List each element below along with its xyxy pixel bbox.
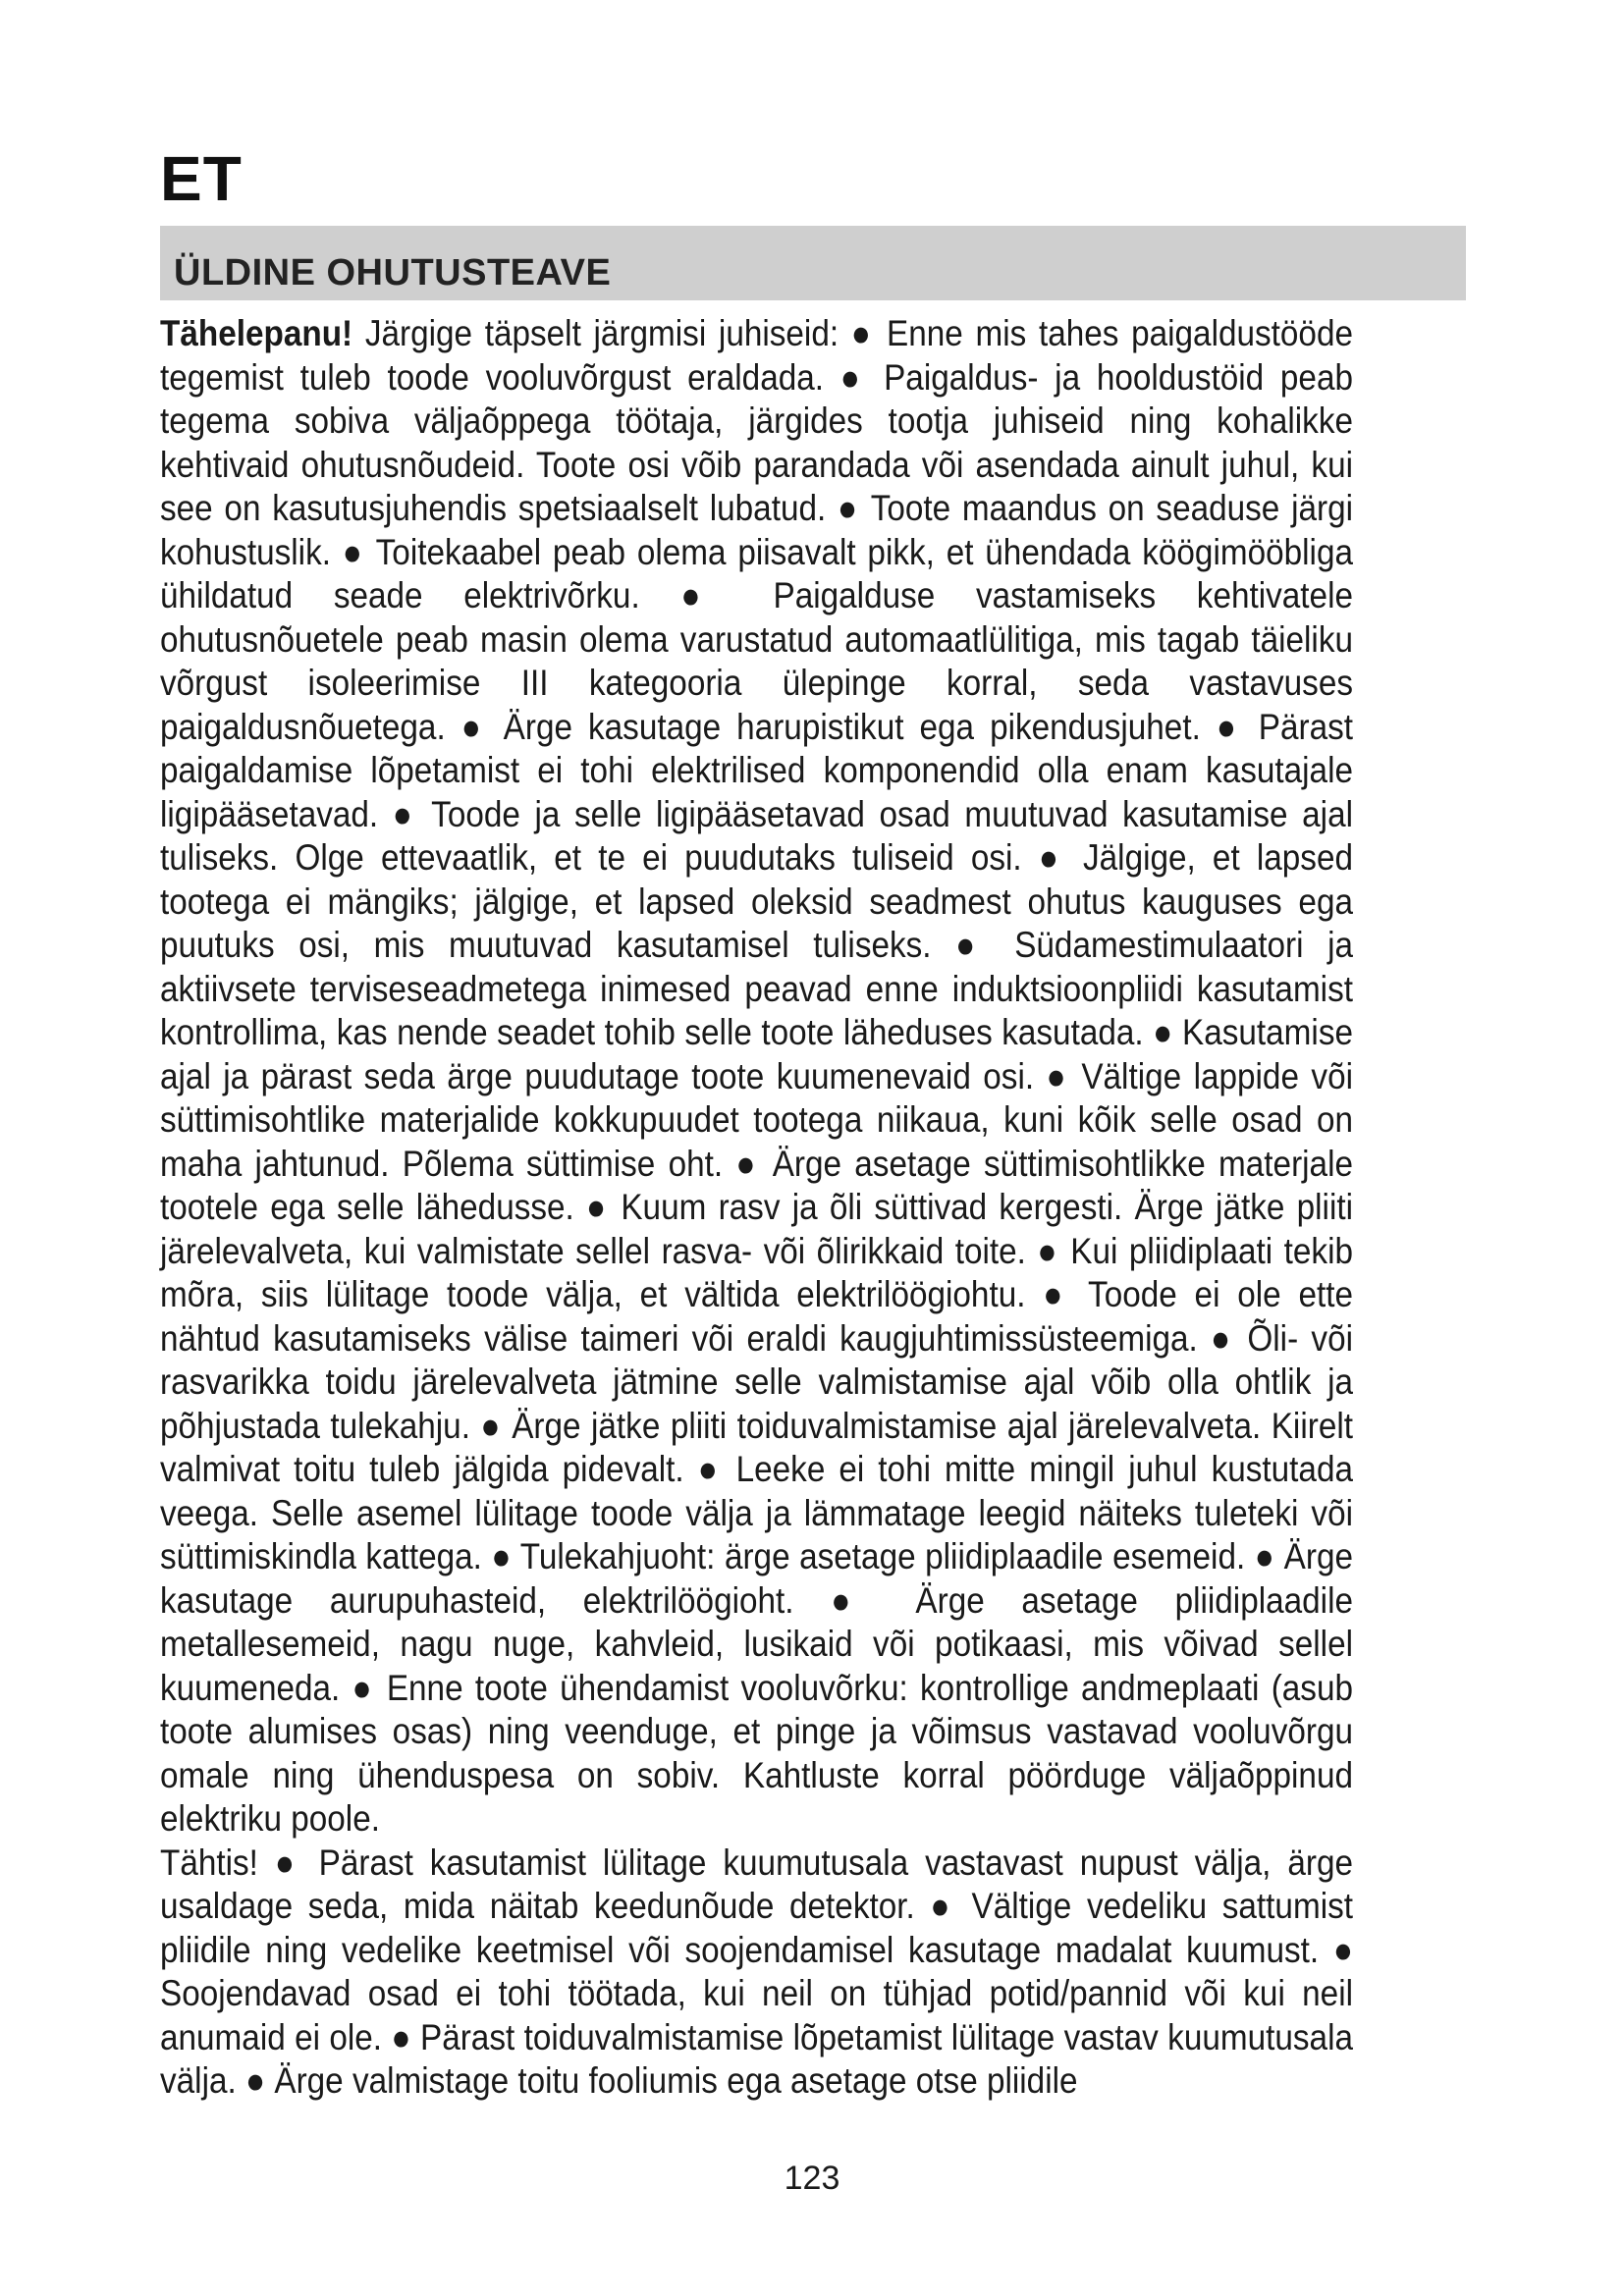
- safety-text-body: [160, 312, 1353, 2104]
- language-code: ET: [160, 143, 243, 214]
- safety-paragraph-1: [160, 312, 1353, 1842]
- section-title: ÜLDINE OHUTUSTEAVE: [174, 252, 612, 294]
- page-number: 123: [784, 2160, 840, 2197]
- safety-paragraph-1-text: Järgige täpselt järgmisi juhiseid: ● Enne mis tahes paigaldustööde tegemist tuleb toode vooluvõrgust eraldada. ● Paigaldus- ja hooldustöid peab tegema sobiva väljaõppega töötaja, järgides tootja juhiseid ning kohalikke kehtivaid ohutusnõudeid. Toote osi võib parandada või asendada ainult juhul, kui see on kasutusjuhendis spetsiaalselt lubatud. ● Toote maandus on seaduse järgi kohustuslik. ● Toitekaabel peab olema piisavalt pikk, et ühendada köögimööbliga ühildatud seade elektrivõrku. ● Paigalduse vastamiseks kehtivatele ohutusnõuetele peab masin olema varustatud automaatlülitiga, mis tagab täieliku võrgust isoleerimise III kategooria ülepinge korral, seda vastavuses paigaldusnõuetega. ● Ärge kasutage harupistikut ega pikendusjuhet. ● Pärast paigaldamise lõpetamist ei tohi elektrilised komponendid olla enam kasutajale ligipääsetavad. ● Toode ja selle ligipääsetavad osad muutuvad kasutamise ajal tuliseks. Olge ettevaatlik, et te ei puudutaks tuliseid osi. ● Jälgige, et lapsed tootega ei mängiks; jälgige, et lapsed oleksid seadmest ohutus kauguses ega puutuks osi, mis muutuvad kasutamisel tuliseks. ● Südamestimulaatori ja aktiivsete terviseseadmetega inimesed peavad enne induktsioonpliidi kasutamist kontrollima, kas nende seadet tohib selle toote läheduses kasutada. ● Kasutamise ajal ja pärast seda ärge puudutage toote kuumenevaid osi. ● Vältige lappide või süttimisohtlike materjalide kokkupuudet tootega niikaua, kuni kõik selle osad on maha jahtunud. Põlema süttimise oht. ● Ärge asetage süttimisohtlikke materjale tootele ega selle lähedusse. ● Kuum rasv ja õli süttivad kergesti. Ärge jätke pliiti järelevalveta, kui valmistate sellel rasva- või õlirikkaid toite. ● Kui pliidiplaati tekib mõra, siis lülitage toode välja, et vältida elektrilöögiohtu. ● Toode ei ole ette nähtud kasutamiseks välise taimeri või eraldi kaugjuhtimissüsteemiga. ● Õli- või rasvarikka toidu järelevalveta jätmine selle valmistamise ajal võib olla ohtlik ja põhjustada tulekahju. ● Ärge jätke pliiti toiduvalmistamise ajal järelevalveta. Kiirelt valmivat toitu tuleb jälgida pidevalt. ● Leeke ei tohi mitte mingil juhul kustutada veega. Selle asemel lülitage toode välja ja lämmatage leegid näiteks tuleteki või süttimiskindla kattega. ● Tulekahjuoht: ärge asetage pliidiplaadile esemeid. ● Ärge kasutage aurupuhasteid, elektrilöögioht. ● Ärge asetage pliidiplaadile metallesemeid, nagu nuge, kahvleid, lusikaid või potikaasi, mis võivad sellel kuumeneda. ● Enne toote ühendamist vooluvõrku: kontrollige andmeplaati (asub toote alumises osas) ning veenduge, et pinge ja võimsus vastavad vooluvõrgu omale ning ühenduspesa on sobiv. Kahtluste korral pöörduge väljaõppinud elektriku poole.: [160, 313, 1353, 1839]
- safety-paragraph-2: Tähtis! ● Pärast kasutamist lülitage kuumutusala vastavast nupust välja, ärge usaldage seda, mida näitab keedunõude detektor. ● Vältige vedeliku sattumist pliidile ning vedelike keetmisel või soojendamisel kasutage madalat kuumust. ● Soojendavad osad ei tohi töötada, kui neil on tühjad potid/pannid või kui neil anumaid ei ole. ● Pärast toiduvalmistamise lõpetamist lülitage vastav kuumutusala välja. ● Ärge valmistage toitu fooliumis ega asetage otse pliidile: [160, 1842, 1353, 2101]
- section-header-bar: [160, 226, 1466, 300]
- attention-label: Tähelepanu!: [160, 313, 353, 353]
